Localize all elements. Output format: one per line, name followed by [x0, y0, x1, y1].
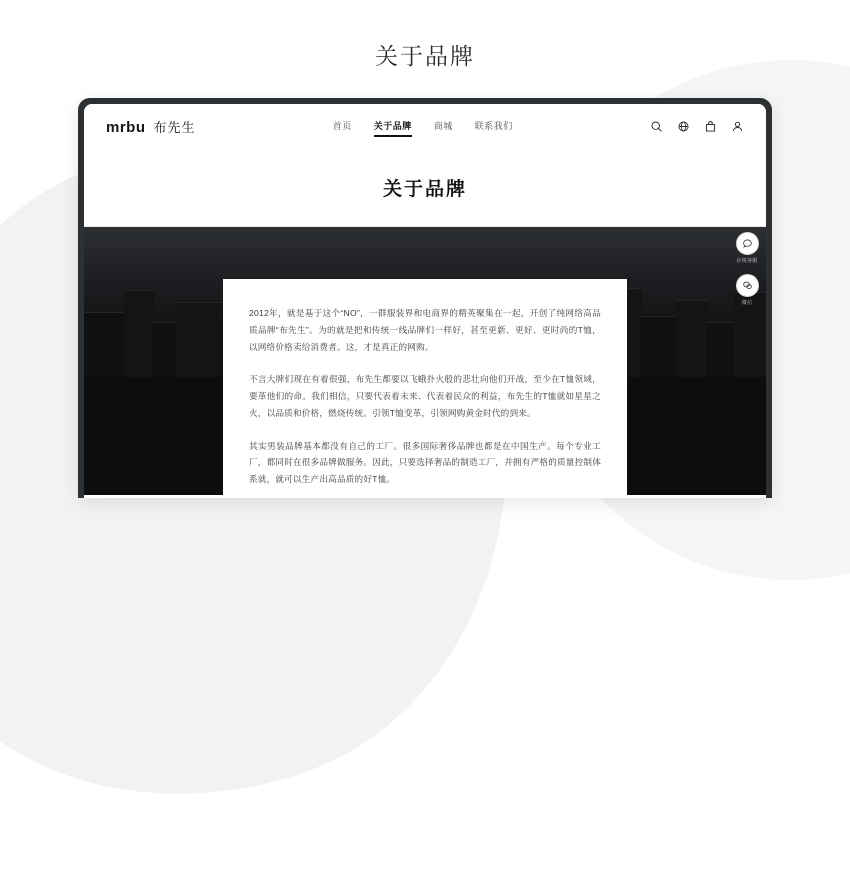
message-icon	[736, 232, 759, 255]
article-paragraph: 不言大牌们现在有着很强，布先生都要以飞蛾扑火般的悲壮向他们开战，至少在T恤领域，要革他们的命。我们相信，只要代表着未来、代表着民众的利益，布先生的T恤就如星星之火，以品质和价格，燃烧传统。引领T恤变革，引领网购黄金时代的到来。	[249, 374, 601, 418]
nav-item-about-brand[interactable]: 关于品牌	[374, 119, 412, 134]
language-icon[interactable]	[677, 120, 690, 133]
brand-logo[interactable]	[106, 117, 196, 136]
cart-icon[interactable]	[704, 120, 717, 133]
nav-item-contact[interactable]: 联系我们	[474, 120, 513, 131]
device-mockup-frame	[78, 98, 772, 498]
article-paragraph: 其实男装品牌基本都没有自己的工厂。很多国际奢侈品牌也都是在中国生产。每个专业工厂，都同时在很多品牌做服务。因此，只要选择奢品的制造工厂，并拥有严格的质量控制体系就，就可以生产出高品质的好T恤。	[249, 440, 601, 484]
brand-logo-cn: 布先生	[153, 119, 196, 135]
hero-heading: 关于品牌	[382, 178, 467, 200]
page-title: 关于品牌	[375, 43, 475, 69]
site-header	[84, 104, 766, 148]
search-icon[interactable]	[650, 120, 663, 133]
message-widget-label: 在线客服	[736, 258, 758, 264]
hero-photo-band	[84, 227, 766, 495]
brand-logo-text: mrbu	[106, 118, 146, 136]
wechat-icon	[736, 274, 759, 297]
browser-screen	[84, 104, 766, 498]
header-icon-group	[650, 120, 744, 133]
message-widget[interactable]	[734, 232, 760, 264]
wechat-widget-label: 微信	[741, 300, 753, 306]
article-card	[223, 279, 627, 495]
account-icon[interactable]	[731, 120, 744, 133]
hero-band	[84, 148, 766, 227]
nav-item-shop[interactable]: 商城	[433, 120, 453, 131]
nav-item-home[interactable]: 首页	[332, 120, 352, 131]
article-paragraph: 2012年，就是基于这个“NO”，一群服装界和电商界的精英聚集在一起，开创了纯网络高品质品牌“布先生”。为的就是把和传统一线品牌们一样好，甚至更新、更好、更时尚的T恤，以网络价格卖给消费者。这，才是真正的网购。	[249, 308, 601, 352]
main-nav	[333, 119, 513, 134]
wechat-widget[interactable]	[734, 274, 760, 306]
side-service-widgets	[734, 232, 760, 306]
